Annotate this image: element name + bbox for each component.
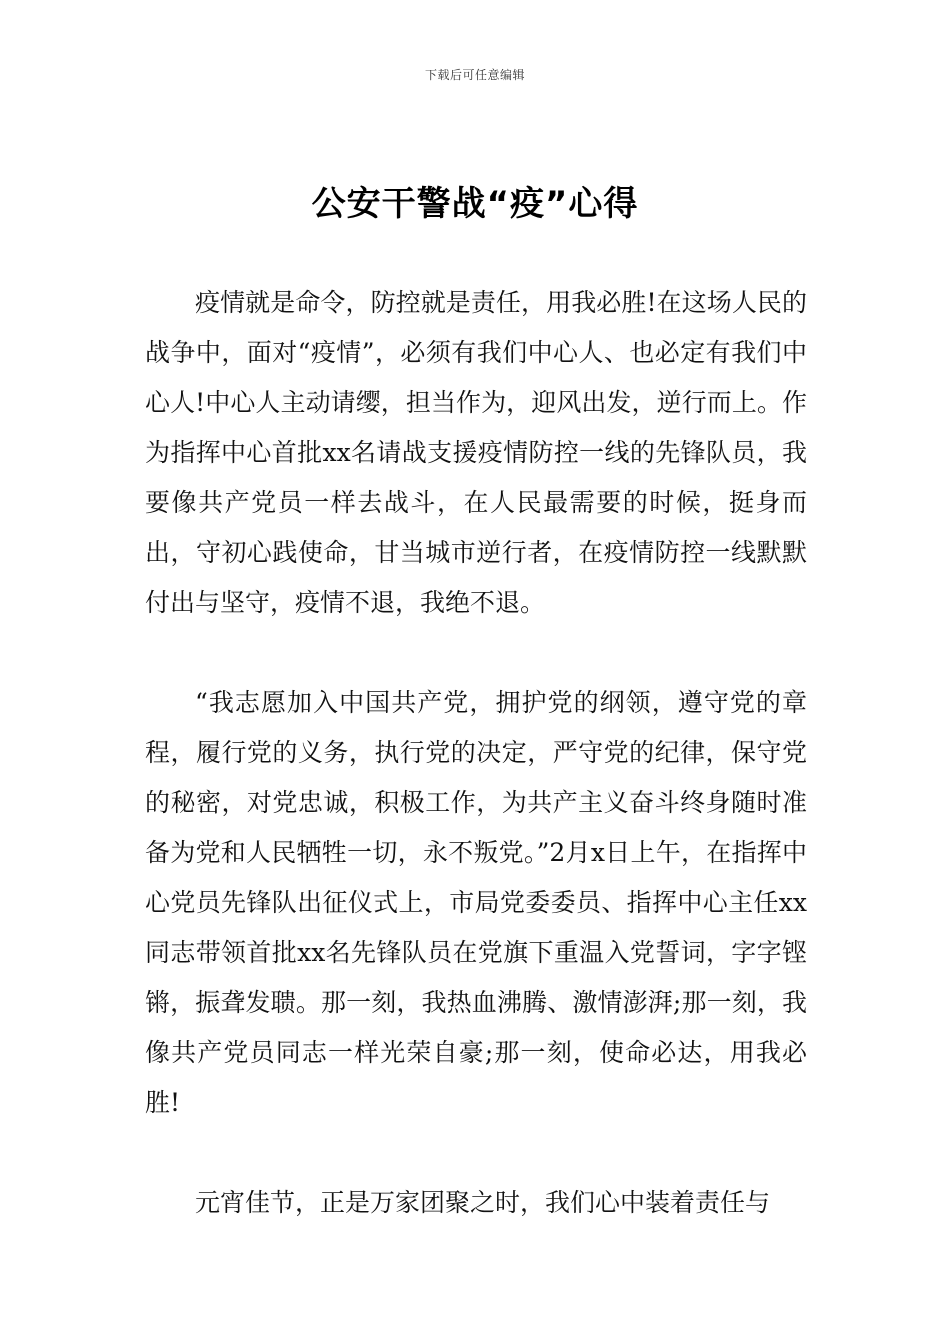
header-note: 下载后可任意编辑 [424, 68, 525, 82]
document-body [145, 278, 807, 1228]
paragraph-1: 疫情就是命令，防控就是责任，用我必胜!在这场人民的战争中，面对“疫情”，必须有我们中心人、也必定有我们中心人!中心人主动请缨，担当作为，迎风出发，逆行而上。作为指挥中心首批xx名请战支援疫情防控一线的先锋队员，我要像共产党员一样去战斗，在人民最需要的时候，挺身而出，守初心践使命，甘当城市逆行者，在疫情防控一线默默付出与坚守，疫情不退，我绝不退。 [145, 288, 807, 617]
document-title: 公安干警战“疫”心得 [311, 184, 639, 224]
paragraph-2: “我志愿加入中国共产党，拥护党的纲领，遵守党的章程，履行党的义务，执行党的决定，严守党的纪律，保守党的秘密，对党忠诚，积极工作，为共产主义奋斗终身随时准备为党和人民牺牲一切，永不叛党。”2月x日上午，在指挥中心党员先锋队出征仪式上，市局党委委员、指挥中心主任xx同志带领首批xx名先锋队员在党旗下重温入党誓词，字字铿锵，振聋发聩。那一刻，我热血沸腾、激情澎湃;那一刻，我像共产党员同志一样光荣自豪;那一刻，使命必达，用我必胜! [145, 688, 807, 1117]
paragraph-3: 元宵佳节，正是万家团聚之时，我们心中装着责任与 [195, 1188, 771, 1217]
